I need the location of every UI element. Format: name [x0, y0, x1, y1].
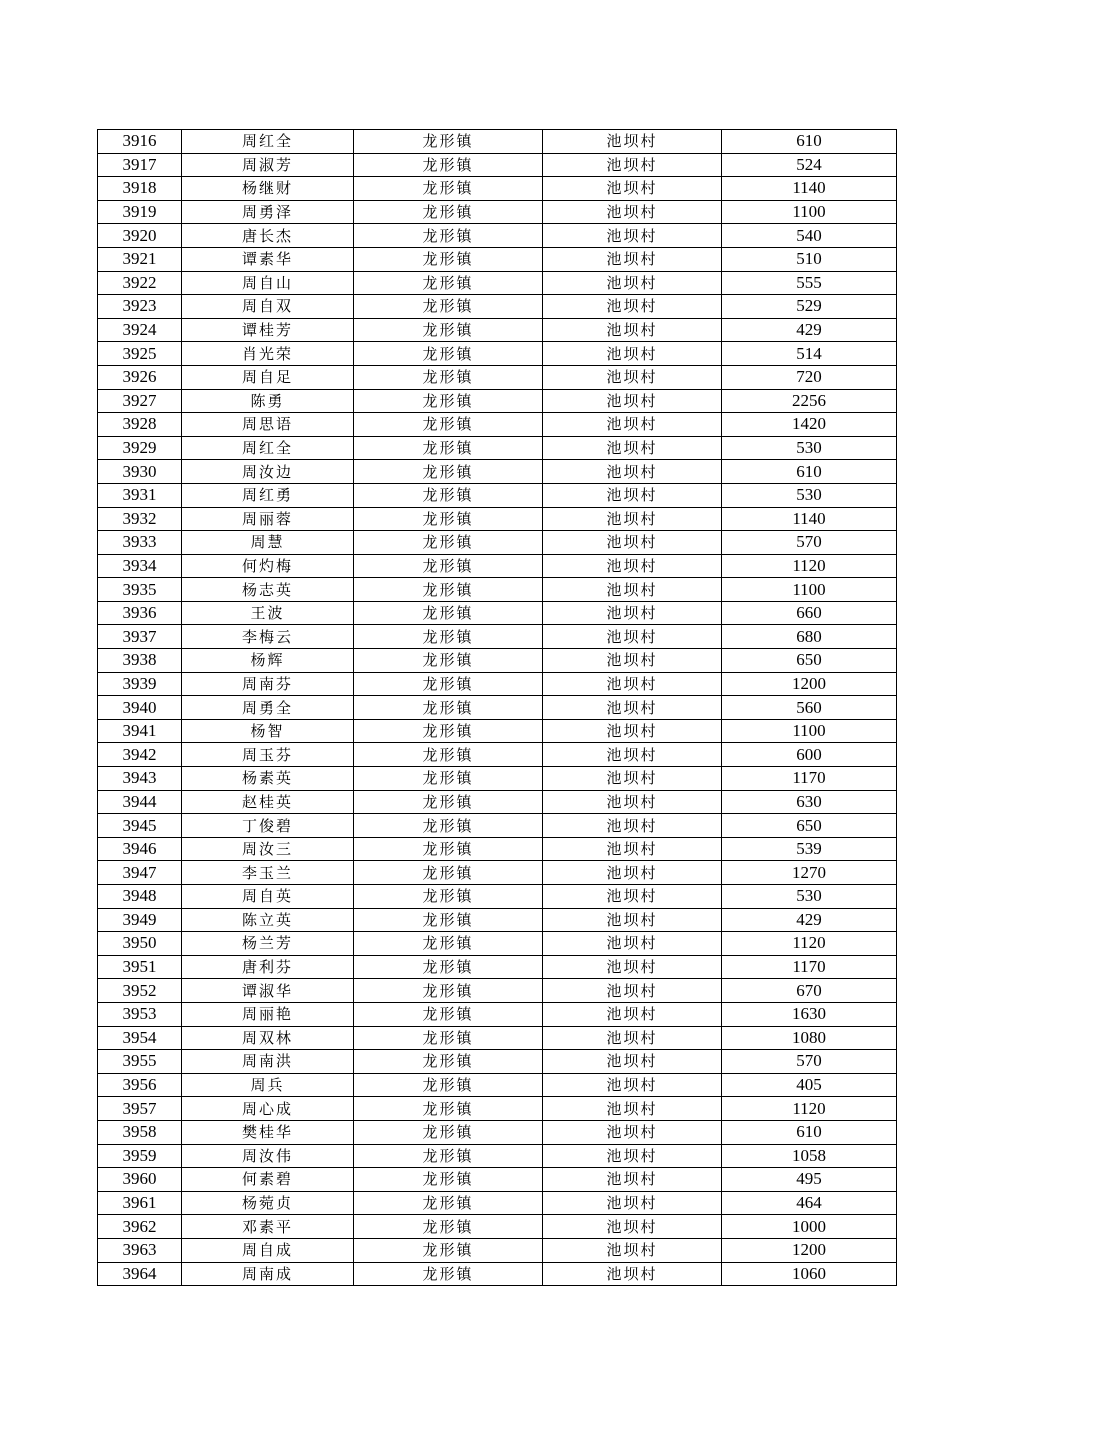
- name-cell: 肖光荣: [182, 342, 354, 366]
- town-cell: 龙形镇: [354, 601, 543, 625]
- town-cell: 龙形镇: [354, 200, 543, 224]
- row-number-cell: 3931: [98, 483, 182, 507]
- town-cell: 龙形镇: [354, 790, 543, 814]
- village-cell: 池坝村: [543, 908, 722, 932]
- town-cell: 龙形镇: [354, 1262, 543, 1286]
- amount-cell: 610: [722, 460, 897, 484]
- village-cell: 池坝村: [543, 224, 722, 248]
- village-cell: 池坝村: [543, 1238, 722, 1262]
- row-number-cell: 3919: [98, 200, 182, 224]
- village-cell: 池坝村: [543, 1002, 722, 1026]
- village-cell: 池坝村: [543, 814, 722, 838]
- row-number-cell: 3948: [98, 885, 182, 909]
- row-number-cell: 3917: [98, 153, 182, 177]
- table-row: [98, 979, 897, 1003]
- amount-cell: 1140: [722, 177, 897, 201]
- amount-cell: 530: [722, 436, 897, 460]
- name-cell: 周玉芬: [182, 743, 354, 767]
- row-number-cell: 3949: [98, 908, 182, 932]
- name-cell: 周南洪: [182, 1050, 354, 1074]
- town-cell: 龙形镇: [354, 342, 543, 366]
- village-cell: 池坝村: [543, 177, 722, 201]
- table-row: [98, 436, 897, 460]
- town-cell: 龙形镇: [354, 130, 543, 154]
- village-cell: 池坝村: [543, 578, 722, 602]
- name-cell: 周丽艳: [182, 1002, 354, 1026]
- name-cell: 周南成: [182, 1262, 354, 1286]
- table-row: [98, 1073, 897, 1097]
- town-cell: 龙形镇: [354, 1120, 543, 1144]
- row-number-cell: 3956: [98, 1073, 182, 1097]
- row-number-cell: 3938: [98, 649, 182, 673]
- amount-cell: 1120: [722, 1097, 897, 1121]
- row-number-cell: 3939: [98, 672, 182, 696]
- name-cell: 周淑芳: [182, 153, 354, 177]
- village-cell: 池坝村: [543, 1050, 722, 1074]
- table-row: [98, 1050, 897, 1074]
- table-row: [98, 649, 897, 673]
- village-cell: 池坝村: [543, 790, 722, 814]
- row-number-cell: 3954: [98, 1026, 182, 1050]
- amount-cell: 539: [722, 837, 897, 861]
- town-cell: 龙形镇: [354, 1238, 543, 1262]
- table-row: [98, 295, 897, 319]
- table-row: [98, 177, 897, 201]
- table-row: [98, 696, 897, 720]
- name-cell: 周汝伟: [182, 1144, 354, 1168]
- table-row: [98, 1191, 897, 1215]
- amount-cell: 610: [722, 130, 897, 154]
- village-cell: 池坝村: [543, 601, 722, 625]
- town-cell: 龙形镇: [354, 507, 543, 531]
- village-cell: 池坝村: [543, 625, 722, 649]
- amount-cell: 429: [722, 908, 897, 932]
- town-cell: 龙形镇: [354, 224, 543, 248]
- village-cell: 池坝村: [543, 672, 722, 696]
- row-number-cell: 3955: [98, 1050, 182, 1074]
- village-cell: 池坝村: [543, 1215, 722, 1239]
- table-row: [98, 861, 897, 885]
- amount-cell: 1270: [722, 861, 897, 885]
- table-row: [98, 318, 897, 342]
- amount-cell: 510: [722, 247, 897, 271]
- table-row: [98, 578, 897, 602]
- table-row: [98, 271, 897, 295]
- amount-cell: 514: [722, 342, 897, 366]
- table-row: [98, 1097, 897, 1121]
- town-cell: 龙形镇: [354, 979, 543, 1003]
- town-cell: 龙形镇: [354, 696, 543, 720]
- name-cell: 周自成: [182, 1238, 354, 1262]
- table-row: [98, 1026, 897, 1050]
- town-cell: 龙形镇: [354, 908, 543, 932]
- amount-cell: 570: [722, 1050, 897, 1074]
- table-row: [98, 247, 897, 271]
- town-cell: 龙形镇: [354, 1002, 543, 1026]
- name-cell: 周勇泽: [182, 200, 354, 224]
- name-cell: 陈勇: [182, 389, 354, 413]
- amount-cell: 1200: [722, 1238, 897, 1262]
- amount-cell: 1058: [722, 1144, 897, 1168]
- town-cell: 龙形镇: [354, 837, 543, 861]
- amount-cell: 1000: [722, 1215, 897, 1239]
- amount-cell: 530: [722, 885, 897, 909]
- town-cell: 龙形镇: [354, 1191, 543, 1215]
- amount-cell: 650: [722, 814, 897, 838]
- table-row: [98, 460, 897, 484]
- amount-cell: 1170: [722, 955, 897, 979]
- town-cell: 龙形镇: [354, 247, 543, 271]
- village-cell: 池坝村: [543, 554, 722, 578]
- name-cell: 杨素英: [182, 767, 354, 791]
- town-cell: 龙形镇: [354, 1097, 543, 1121]
- town-cell: 龙形镇: [354, 1073, 543, 1097]
- amount-cell: 1120: [722, 932, 897, 956]
- name-cell: 周思语: [182, 413, 354, 437]
- name-cell: 何灼梅: [182, 554, 354, 578]
- town-cell: 龙形镇: [354, 932, 543, 956]
- amount-cell: 540: [722, 224, 897, 248]
- town-cell: 龙形镇: [354, 554, 543, 578]
- town-cell: 龙形镇: [354, 885, 543, 909]
- town-cell: 龙形镇: [354, 153, 543, 177]
- table-row: [98, 1168, 897, 1192]
- data-table: [97, 129, 897, 1286]
- table-row: [98, 130, 897, 154]
- town-cell: 龙形镇: [354, 389, 543, 413]
- amount-cell: 1080: [722, 1026, 897, 1050]
- row-number-cell: 3922: [98, 271, 182, 295]
- row-number-cell: 3959: [98, 1144, 182, 1168]
- amount-cell: 555: [722, 271, 897, 295]
- row-number-cell: 3945: [98, 814, 182, 838]
- town-cell: 龙形镇: [354, 767, 543, 791]
- village-cell: 池坝村: [543, 696, 722, 720]
- row-number-cell: 3953: [98, 1002, 182, 1026]
- table-row: [98, 743, 897, 767]
- table-row: [98, 1002, 897, 1026]
- village-cell: 池坝村: [543, 389, 722, 413]
- row-number-cell: 3916: [98, 130, 182, 154]
- table-row: [98, 814, 897, 838]
- row-number-cell: 3950: [98, 932, 182, 956]
- amount-cell: 1420: [722, 413, 897, 437]
- village-cell: 池坝村: [543, 767, 722, 791]
- name-cell: 周红全: [182, 436, 354, 460]
- row-number-cell: 3937: [98, 625, 182, 649]
- row-number-cell: 3926: [98, 365, 182, 389]
- table-row: [98, 1262, 897, 1286]
- row-number-cell: 3918: [98, 177, 182, 201]
- village-cell: 池坝村: [543, 1120, 722, 1144]
- amount-cell: 650: [722, 649, 897, 673]
- name-cell: 周南芬: [182, 672, 354, 696]
- name-cell: 杨兰芳: [182, 932, 354, 956]
- amount-cell: 680: [722, 625, 897, 649]
- name-cell: 李梅云: [182, 625, 354, 649]
- town-cell: 龙形镇: [354, 1215, 543, 1239]
- table-row: [98, 837, 897, 861]
- town-cell: 龙形镇: [354, 861, 543, 885]
- name-cell: 周自双: [182, 295, 354, 319]
- table-row: [98, 389, 897, 413]
- village-cell: 池坝村: [543, 271, 722, 295]
- row-number-cell: 3961: [98, 1191, 182, 1215]
- amount-cell: 560: [722, 696, 897, 720]
- row-number-cell: 3941: [98, 719, 182, 743]
- amount-cell: 610: [722, 1120, 897, 1144]
- town-cell: 龙形镇: [354, 531, 543, 555]
- amount-cell: 1120: [722, 554, 897, 578]
- name-cell: 周汝三: [182, 837, 354, 861]
- amount-cell: 2256: [722, 389, 897, 413]
- table-row: [98, 1215, 897, 1239]
- table-row: [98, 719, 897, 743]
- village-cell: 池坝村: [543, 885, 722, 909]
- table-row: [98, 483, 897, 507]
- amount-cell: 670: [722, 979, 897, 1003]
- town-cell: 龙形镇: [354, 318, 543, 342]
- village-cell: 池坝村: [543, 932, 722, 956]
- name-cell: 杨继财: [182, 177, 354, 201]
- row-number-cell: 3920: [98, 224, 182, 248]
- amount-cell: 1100: [722, 200, 897, 224]
- amount-cell: 1060: [722, 1262, 897, 1286]
- amount-cell: 495: [722, 1168, 897, 1192]
- row-number-cell: 3932: [98, 507, 182, 531]
- town-cell: 龙形镇: [354, 649, 543, 673]
- row-number-cell: 3942: [98, 743, 182, 767]
- name-cell: 周勇全: [182, 696, 354, 720]
- amount-cell: 1140: [722, 507, 897, 531]
- table-row: [98, 365, 897, 389]
- name-cell: 唐利芬: [182, 955, 354, 979]
- row-number-cell: 3925: [98, 342, 182, 366]
- village-cell: 池坝村: [543, 979, 722, 1003]
- name-cell: 谭淑华: [182, 979, 354, 1003]
- village-cell: 池坝村: [543, 531, 722, 555]
- town-cell: 龙形镇: [354, 295, 543, 319]
- name-cell: 周心成: [182, 1097, 354, 1121]
- row-number-cell: 3944: [98, 790, 182, 814]
- village-cell: 池坝村: [543, 955, 722, 979]
- amount-cell: 1100: [722, 578, 897, 602]
- name-cell: 杨智: [182, 719, 354, 743]
- row-number-cell: 3924: [98, 318, 182, 342]
- village-cell: 池坝村: [543, 861, 722, 885]
- amount-cell: 1630: [722, 1002, 897, 1026]
- village-cell: 池坝村: [543, 342, 722, 366]
- name-cell: 樊桂华: [182, 1120, 354, 1144]
- town-cell: 龙形镇: [354, 1168, 543, 1192]
- table-row: [98, 224, 897, 248]
- name-cell: 杨辉: [182, 649, 354, 673]
- village-cell: 池坝村: [543, 507, 722, 531]
- village-cell: 池坝村: [543, 1144, 722, 1168]
- town-cell: 龙形镇: [354, 1026, 543, 1050]
- name-cell: 谭桂芳: [182, 318, 354, 342]
- town-cell: 龙形镇: [354, 177, 543, 201]
- row-number-cell: 3923: [98, 295, 182, 319]
- amount-cell: 570: [722, 531, 897, 555]
- amount-cell: 1100: [722, 719, 897, 743]
- village-cell: 池坝村: [543, 200, 722, 224]
- table-row: [98, 625, 897, 649]
- row-number-cell: 3943: [98, 767, 182, 791]
- row-number-cell: 3960: [98, 1168, 182, 1192]
- village-cell: 池坝村: [543, 837, 722, 861]
- town-cell: 龙形镇: [354, 413, 543, 437]
- village-cell: 池坝村: [543, 719, 722, 743]
- town-cell: 龙形镇: [354, 1144, 543, 1168]
- village-cell: 池坝村: [543, 1168, 722, 1192]
- amount-cell: 600: [722, 743, 897, 767]
- table-row: [98, 932, 897, 956]
- amount-cell: 630: [722, 790, 897, 814]
- town-cell: 龙形镇: [354, 625, 543, 649]
- row-number-cell: 3962: [98, 1215, 182, 1239]
- name-cell: 杨志英: [182, 578, 354, 602]
- village-cell: 池坝村: [543, 1097, 722, 1121]
- village-cell: 池坝村: [543, 743, 722, 767]
- village-cell: 池坝村: [543, 365, 722, 389]
- town-cell: 龙形镇: [354, 672, 543, 696]
- village-cell: 池坝村: [543, 130, 722, 154]
- table-row: [98, 767, 897, 791]
- town-cell: 龙形镇: [354, 814, 543, 838]
- name-cell: 赵桂英: [182, 790, 354, 814]
- table-row: [98, 531, 897, 555]
- row-number-cell: 3933: [98, 531, 182, 555]
- village-cell: 池坝村: [543, 483, 722, 507]
- amount-cell: 405: [722, 1073, 897, 1097]
- name-cell: 唐长杰: [182, 224, 354, 248]
- name-cell: 周双林: [182, 1026, 354, 1050]
- table-row: [98, 601, 897, 625]
- amount-cell: 530: [722, 483, 897, 507]
- village-cell: 池坝村: [543, 295, 722, 319]
- town-cell: 龙形镇: [354, 955, 543, 979]
- table-body: [98, 130, 897, 1286]
- row-number-cell: 3921: [98, 247, 182, 271]
- name-cell: 邓素平: [182, 1215, 354, 1239]
- table-row: [98, 908, 897, 932]
- village-cell: 池坝村: [543, 153, 722, 177]
- row-number-cell: 3930: [98, 460, 182, 484]
- village-cell: 池坝村: [543, 318, 722, 342]
- amount-cell: 1200: [722, 672, 897, 696]
- amount-cell: 429: [722, 318, 897, 342]
- town-cell: 龙形镇: [354, 365, 543, 389]
- town-cell: 龙形镇: [354, 719, 543, 743]
- name-cell: 周自英: [182, 885, 354, 909]
- town-cell: 龙形镇: [354, 483, 543, 507]
- name-cell: 周红勇: [182, 483, 354, 507]
- row-number-cell: 3964: [98, 1262, 182, 1286]
- name-cell: 谭素华: [182, 247, 354, 271]
- table-row: [98, 885, 897, 909]
- town-cell: 龙形镇: [354, 436, 543, 460]
- row-number-cell: 3927: [98, 389, 182, 413]
- village-cell: 池坝村: [543, 649, 722, 673]
- name-cell: 周慧: [182, 531, 354, 555]
- village-cell: 池坝村: [543, 436, 722, 460]
- village-cell: 池坝村: [543, 1191, 722, 1215]
- table-row: [98, 1238, 897, 1262]
- row-number-cell: 3936: [98, 601, 182, 625]
- village-cell: 池坝村: [543, 1073, 722, 1097]
- town-cell: 龙形镇: [354, 1050, 543, 1074]
- row-number-cell: 3963: [98, 1238, 182, 1262]
- amount-cell: 720: [722, 365, 897, 389]
- row-number-cell: 3952: [98, 979, 182, 1003]
- amount-cell: 1170: [722, 767, 897, 791]
- table-row: [98, 672, 897, 696]
- name-cell: 何素碧: [182, 1168, 354, 1192]
- table-row: [98, 1120, 897, 1144]
- name-cell: 丁俊碧: [182, 814, 354, 838]
- row-number-cell: 3947: [98, 861, 182, 885]
- town-cell: 龙形镇: [354, 271, 543, 295]
- table-row: [98, 790, 897, 814]
- village-cell: 池坝村: [543, 460, 722, 484]
- village-cell: 池坝村: [543, 1026, 722, 1050]
- row-number-cell: 3951: [98, 955, 182, 979]
- name-cell: 周丽蓉: [182, 507, 354, 531]
- name-cell: 周自足: [182, 365, 354, 389]
- name-cell: 王波: [182, 601, 354, 625]
- name-cell: 杨菀贞: [182, 1191, 354, 1215]
- row-number-cell: 3929: [98, 436, 182, 460]
- town-cell: 龙形镇: [354, 743, 543, 767]
- town-cell: 龙形镇: [354, 578, 543, 602]
- amount-cell: 529: [722, 295, 897, 319]
- name-cell: 周汝边: [182, 460, 354, 484]
- row-number-cell: 3928: [98, 413, 182, 437]
- village-cell: 池坝村: [543, 413, 722, 437]
- table-row: [98, 342, 897, 366]
- amount-cell: 524: [722, 153, 897, 177]
- name-cell: 周自山: [182, 271, 354, 295]
- table-row: [98, 554, 897, 578]
- row-number-cell: 3946: [98, 837, 182, 861]
- name-cell: 陈立英: [182, 908, 354, 932]
- table-row: [98, 200, 897, 224]
- name-cell: 李玉兰: [182, 861, 354, 885]
- amount-cell: 464: [722, 1191, 897, 1215]
- row-number-cell: 3935: [98, 578, 182, 602]
- table-row: [98, 153, 897, 177]
- village-cell: 池坝村: [543, 247, 722, 271]
- row-number-cell: 3934: [98, 554, 182, 578]
- row-number-cell: 3957: [98, 1097, 182, 1121]
- amount-cell: 660: [722, 601, 897, 625]
- name-cell: 周兵: [182, 1073, 354, 1097]
- row-number-cell: 3958: [98, 1120, 182, 1144]
- village-cell: 池坝村: [543, 1262, 722, 1286]
- table-row: [98, 507, 897, 531]
- row-number-cell: 3940: [98, 696, 182, 720]
- table-row: [98, 955, 897, 979]
- town-cell: 龙形镇: [354, 460, 543, 484]
- table-row: [98, 413, 897, 437]
- table-row: [98, 1144, 897, 1168]
- name-cell: 周红全: [182, 130, 354, 154]
